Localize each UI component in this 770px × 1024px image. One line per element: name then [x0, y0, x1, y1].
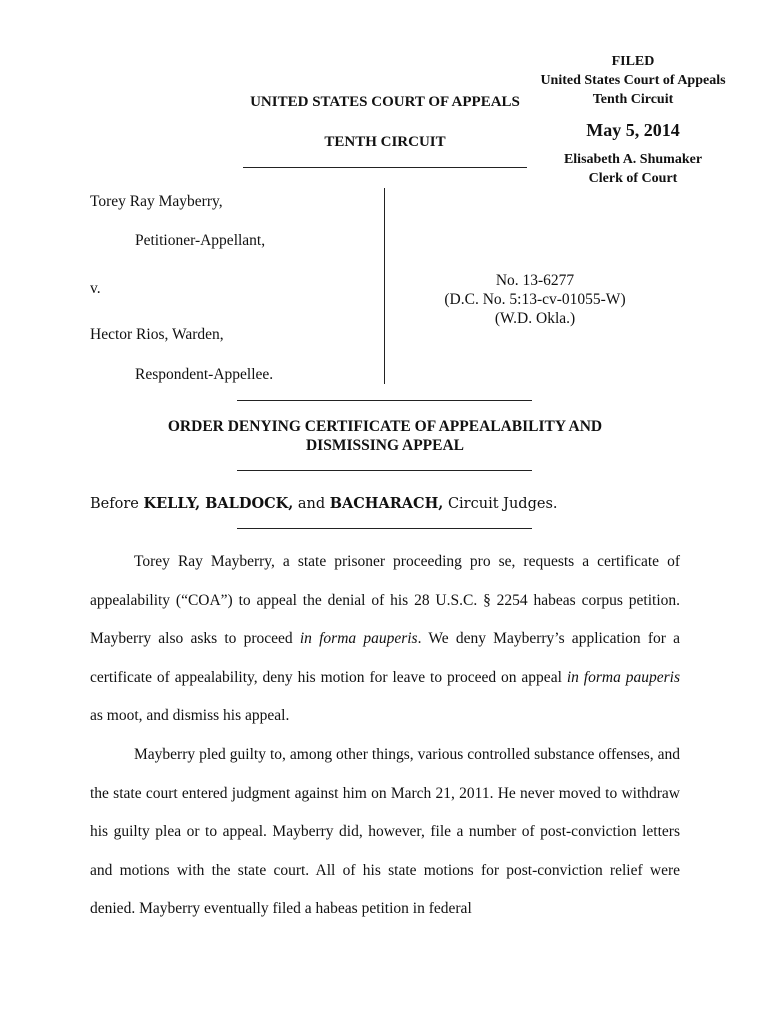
- caption-divider: [384, 188, 385, 384]
- paragraph-1-text-a: Torey Ray Mayberry, a state prisoner proceeding pro se, requests a certificate of appealability (“COA”) to appeal the denial of his 28 U.S.C. § 2254 habeas corpus petition. Mayberry also asks to proceed: [90, 553, 680, 648]
- case-number: No. 13-6277: [495, 272, 575, 289]
- order-title: [90, 417, 680, 455]
- clerk-name: Elisabeth A. Shumaker: [563, 152, 703, 167]
- respondent-role: Respondent-Appellee.: [135, 366, 274, 383]
- versus-label: v.: [90, 280, 101, 297]
- panel-suffix: Circuit Judges.: [443, 496, 558, 512]
- petitioner-name: Torey Ray Mayberry,: [90, 193, 223, 210]
- caption-bottom-divider: [237, 400, 532, 401]
- paragraph-1-text-c: as moot, and dismiss his appeal.: [90, 707, 290, 725]
- stamp-circuit: Tenth Circuit: [592, 92, 674, 107]
- latin-term: in forma pauperis: [299, 630, 418, 648]
- order-title-line2: DISMISSING APPEAL: [305, 437, 465, 454]
- district-case-number: (D.C. No. 5:13-cv-01055-W): [444, 291, 626, 308]
- respondent-name: Hector Rios, Warden,: [90, 326, 224, 343]
- panel-judges: KELLY, BALDOCK,: [143, 495, 294, 512]
- latin-term: in forma pauperis: [566, 668, 680, 686]
- order-title-line1: ORDER DENYING CERTIFICATE OF APPEALABILITY AND: [167, 418, 603, 435]
- paragraph-1-text-b: . We deny Mayberry’s application for a certificate of appealability, deny his motion for leave to proceed on appeal: [90, 630, 681, 686]
- panel-line: [90, 495, 558, 512]
- petitioner-role: Petitioner-Appellant,: [135, 232, 266, 249]
- title-divider: [237, 470, 532, 471]
- district-court: (W.D. Okla.): [494, 310, 576, 327]
- filed-date: May 5, 2014: [586, 120, 680, 140]
- panel-prefix: Before: [90, 496, 144, 512]
- filed-stamp: [528, 52, 738, 188]
- paragraph-2: Mayberry pled guilty to, among other things, various controlled substance offenses, and the state court entered judgment against him on March 21, 2011. He never moved to withdraw his guilty plea or to appeal. Mayberry did, however, file a number of post-conviction letters and motions with the state court. All of his state motions for post-conviction relief were denied. Mayberry eventually filed a habeas petition in federal: [90, 745, 680, 918]
- panel-and: and: [293, 496, 330, 512]
- order-body: [90, 543, 680, 929]
- panel-last-judge: BACHARACH,: [329, 495, 444, 512]
- clerk-title: Clerk of Court: [588, 171, 678, 186]
- case-number-block: [400, 271, 670, 328]
- stamp-court: United States Court of Appeals: [540, 73, 726, 88]
- filed-label: FILED: [611, 54, 655, 69]
- panel-divider: [237, 528, 532, 529]
- circuit-name: TENTH CIRCUIT: [324, 134, 446, 150]
- court-name: UNITED STATES COURT OF APPEALS: [250, 94, 520, 110]
- paragraph-1: [90, 543, 680, 736]
- header-divider: [243, 167, 527, 168]
